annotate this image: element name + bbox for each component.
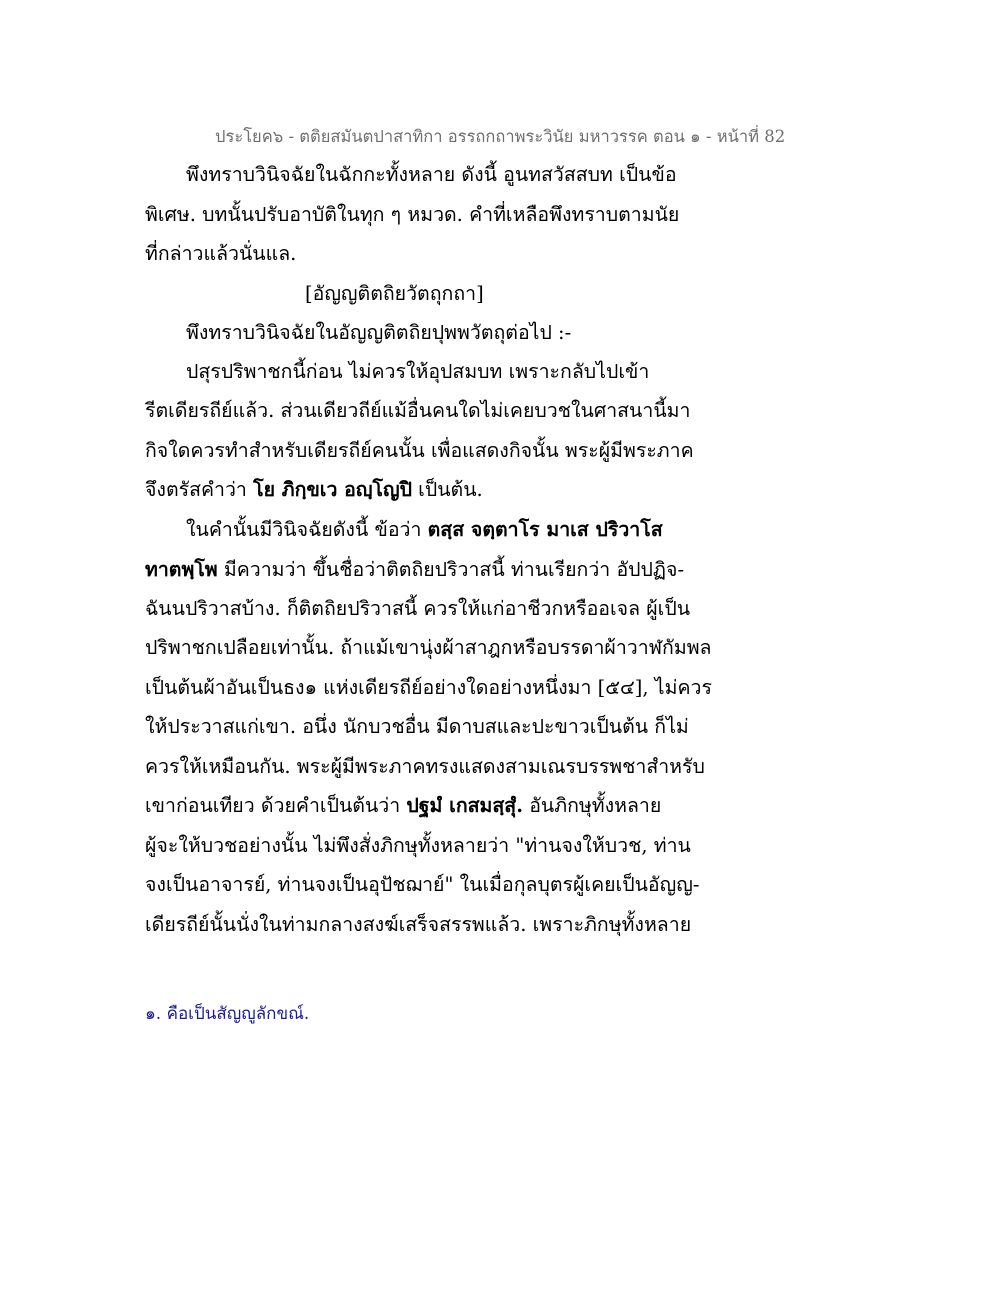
text-run: เป็นต้น. [411,478,483,501]
paragraph-3-line-4 [145,480,483,500]
pali-term: โย ภิกฺขเว อญฺโญปิ [253,478,412,501]
paragraph-1-line-1: พึงทราบวินิจฉัยในฉักกะทั้งหลาย ดังนี้ อูนทสวัสสบท เป็นข้อ [186,163,677,186]
footnote: ๑. คือเป็นสัญญูลักขณ์. [145,1004,310,1024]
paragraph-4-line-7: ควรให้เหมือนกัน. พระผู้มีพระภาคทรงแสดงสามเณรบรรพชาสำหรับ [145,755,705,778]
page-header: ประโยค๖ - ตติยสมันตปาสาทิกา อรรถกถาพระวินัย มหาวรรค ตอน ๑ - หน้าที่ 82 [215,127,786,146]
paragraph-4-line-4: ปริพาชกเปลือยเท่านั้น. ถ้าแม้เขานุ่งผ้าสาฎกหรือบรรดาผ้าวาฬกัมพล [145,636,712,659]
paragraph-4-line-3: ฉันนปริวาสบ้าง. ก็ติตถิยปริวาสนี้ ควรให้แก่อาชีวกหรืออเจล ผู้เป็น [145,597,691,620]
paragraph-4-line-2 [145,560,684,580]
pali-term: ทาตพฺโพ [145,558,218,581]
pali-term: ปฐมํ เกสมสฺสุํ. [406,794,523,817]
paragraph-4-line-6: ให้ประวาสแก่เขา. อนึ่ง นักบวชอื่น มีดาบสและปะขาวเป็นต้น ก็ไม่ [145,715,689,738]
text-run: เขาก่อนเทียว ด้วยคำเป็นต้นว่า [145,794,407,817]
paragraph-4-line-10: จงเป็นอาจารย์, ท่านจงเป็นอุปัชฌาย์" ในเมื่อกุลบุตรผู้เคยเป็นอัญญ- [145,873,700,896]
text-run: ในคำนั้นมีวินิจฉัยดังนี้ ข้อว่า [186,518,428,541]
text-run: จึงตรัสคำว่า [145,478,254,501]
paragraph-4-line-8 [145,796,661,816]
paragraph-4-line-1 [186,520,663,540]
pali-term: ตสฺส จตฺตาโร มาเส ปริวาโส [427,518,663,541]
paragraph-3-line-3: กิจใดควรทำสำหรับเดียรถีย์คนนั้น เพื่อแสดงกิจนั้น พระผู้มีพระภาค [145,439,694,462]
paragraph-4-line-9: ผู้จะให้บวชอย่างนั้น ไม่พึงสั่งภิกษุทั้งหลายว่า "ท่านจงให้บวช, ท่าน [145,834,691,857]
text-run: มีความว่า ขึ้นชื่อว่าติตถิยปริวาสนี้ ท่านเรียกว่า อัปปฏิจ- [217,558,685,581]
paragraph-3-line-1: ปสุรปริพาชกนี้ก่อน ไม่ควรให้อุปสมบท เพราะกลับไปเข้า [186,360,650,383]
paragraph-4-line-11: เดียรถีย์นั้นนั่งในท่ามกลางสงฆ์เสร็จสรรพแล้ว. เพราะภิกษุทั้งหลาย [145,913,692,936]
paragraph-3-line-2: รีตเดียรถีย์แล้ว. ส่วนเดียวถีย์แม้อื่นคนใดไม่เคยบวชในศาสนานี้มา [145,399,691,422]
text-run: อันภิกษุทั้งหลาย [523,794,662,817]
paragraph-2: พึงทราบวินิจฉัยในอัญญติตถิยปุพพวัตถุต่อไป :- [186,321,572,344]
paragraph-1-line-3: ที่กล่าวแล้วนั่นแล. [145,242,297,265]
section-heading: [อัญญติตถิยวัตถุกถา] [305,282,484,305]
paragraph-1-line-2: พิเศษ. บทนั้นปรับอาบัติในทุก ๆ หมวด. คำที่เหลือพึงทราบตามนัย [145,203,680,226]
paragraph-4-line-5: เป็นต้นผ้าอันเป็นธง๑ แห่งเดียรถีย์อย่างใดอย่างหนึ่งมา [๕๔], ไม่ควร [145,676,712,699]
